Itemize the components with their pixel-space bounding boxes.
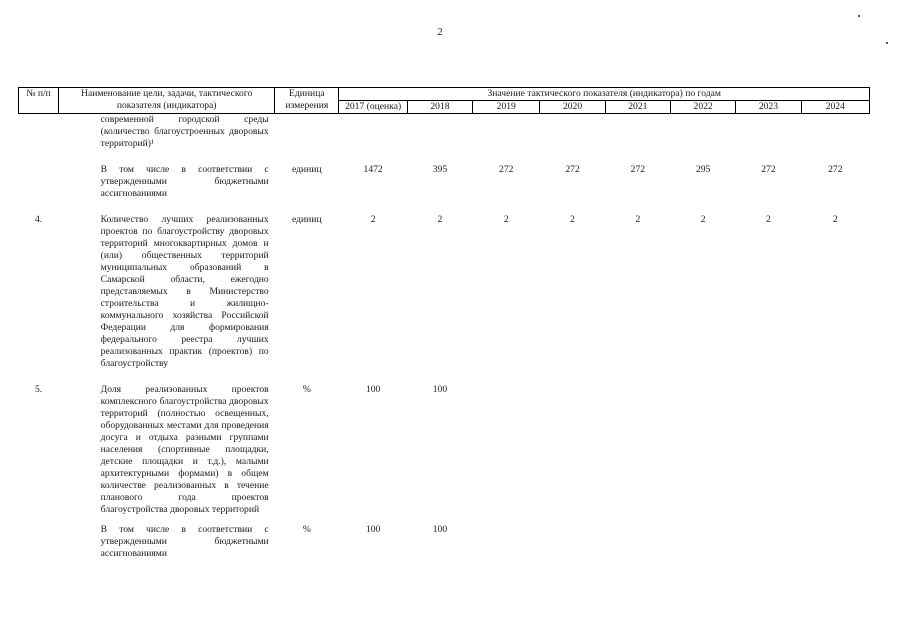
row-value <box>540 524 605 560</box>
row-spacer <box>19 370 870 384</box>
row-value <box>801 384 869 516</box>
indicator-table <box>18 87 870 560</box>
row-value <box>736 524 801 560</box>
row-value: 2 <box>570 214 575 225</box>
row-name: В том числе в соответствии с утвержденными бюджетными ассигнованиями <box>100 524 269 559</box>
row-number: 5. <box>34 384 43 395</box>
row-unit: % <box>302 384 311 395</box>
page-number: 2 <box>437 26 443 38</box>
row-value: 2 <box>370 214 376 225</box>
row-value <box>736 114 801 151</box>
header-year: 2023 <box>736 101 801 114</box>
row-value: 2 <box>832 214 838 225</box>
indicator-table-container <box>18 87 870 640</box>
header-number: № п/п <box>19 88 59 114</box>
table-row <box>19 214 870 370</box>
row-value <box>339 114 407 151</box>
row-number <box>19 114 59 151</box>
row-value: 100 <box>365 524 381 535</box>
row-value: 2 <box>635 214 641 225</box>
row-value: 1472 <box>363 164 383 175</box>
row-unit: % <box>302 524 311 535</box>
row-value <box>605 384 670 516</box>
table-row <box>19 114 870 151</box>
row-number <box>19 524 59 560</box>
row-value: 2 <box>766 214 771 225</box>
row-value <box>801 524 869 560</box>
table-row <box>19 524 870 560</box>
scan-speck <box>858 15 860 17</box>
row-value: 2 <box>437 214 443 225</box>
row-value <box>670 524 735 560</box>
header-year: 2024 <box>801 101 869 114</box>
row-value <box>473 524 540 560</box>
row-spacer <box>19 200 870 214</box>
row-unit: единиц <box>292 164 322 175</box>
row-value: 100 <box>432 524 448 535</box>
row-value <box>670 384 735 516</box>
row-number: 4. <box>34 214 43 225</box>
table-row <box>19 164 870 200</box>
row-number <box>19 164 59 200</box>
row-name: В том числе в соответствии с утвержденными бюджетными ассигнованиями <box>100 164 269 199</box>
header-year: 2019 <box>473 101 540 114</box>
row-value <box>605 114 670 151</box>
row-value <box>801 114 869 151</box>
header-year: 2017 (оценка) <box>339 101 407 114</box>
row-value: 395 <box>432 164 448 175</box>
row-value: 295 <box>695 164 711 175</box>
row-value <box>736 384 801 516</box>
row-value <box>473 114 540 151</box>
header-name: Наименование цели, задачи, тактического показателя (индикатора) <box>59 88 275 114</box>
row-value <box>473 384 540 516</box>
row-value: 2 <box>700 214 706 225</box>
row-value: 272 <box>565 164 580 175</box>
row-value: 272 <box>499 164 514 175</box>
row-spacer <box>19 516 870 524</box>
row-value: 100 <box>365 384 381 395</box>
row-value <box>670 114 735 151</box>
row-value: 272 <box>828 164 843 175</box>
row-value <box>605 524 670 560</box>
table-row <box>19 384 870 516</box>
row-value <box>540 384 605 516</box>
row-value: 2 <box>503 214 509 225</box>
row-name: Доля реализованных проектов комплексного благоустройства дворовых территорий (полностью освещенных, оборудованных местами для проведения досуга и отдыха разными группами населения (спортивные площадки, детские площадки и т.д.), малыми архитектурными формами) в общем количестве реализованных в течение планового года проектов благоустройства дворовых территорий <box>100 384 269 515</box>
header-values-group: Значение тактического показателя (индикатора) по годам <box>339 88 870 101</box>
header-year: 2021 <box>605 101 670 114</box>
row-value <box>540 114 605 151</box>
scan-speck <box>886 42 888 44</box>
row-spacer <box>19 150 870 164</box>
row-value: 100 <box>432 384 448 395</box>
row-name: современной городской среды (количество благоустроенных дворовых территорий)¹ <box>100 114 269 149</box>
row-value <box>407 114 472 151</box>
row-name: Количество лучших реализованных проектов по благоустройству дворовых территорий многоквартирных домов и (или) общественных территорий муниципальных образований в Самарской области, ежегодно представляемых в Министерство строительства и жилищно-коммунального хозяйства Российской Федерации для формирования федерального реестра лучших реализованных практик (проектов) по благоустройству <box>100 214 269 369</box>
row-value: 272 <box>761 164 776 175</box>
header-row <box>19 88 870 101</box>
row-value: 272 <box>630 164 646 175</box>
row-unit <box>275 114 339 151</box>
header-year: 2018 <box>407 101 472 114</box>
header-year: 2022 <box>670 101 735 114</box>
row-unit: единиц <box>292 214 322 225</box>
header-unit: Единица измерения <box>275 88 339 114</box>
header-year: 2020 <box>540 101 605 114</box>
